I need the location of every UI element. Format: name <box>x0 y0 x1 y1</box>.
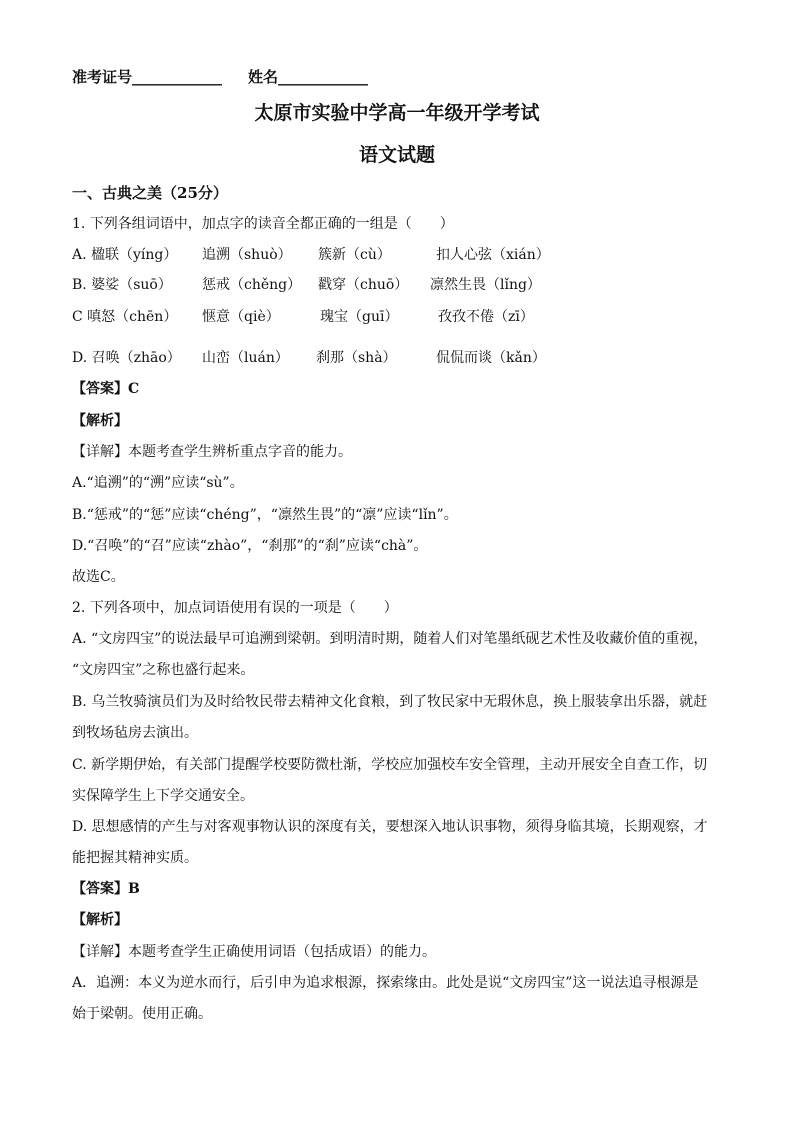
q1-analysis-label: 【解析】 <box>72 413 128 429</box>
q2-option-line: D. 思想感情的产生与对客观事物认识的深度有关，要想深入地认识事物，须得身临其境，长期观察，才 <box>72 819 708 835</box>
q1-conclusion: 故选C。 <box>72 569 125 585</box>
q1-option-a-word: 簇新（cù） <box>318 247 391 263</box>
q1-option-d-word: 山峦（luán） <box>202 350 289 366</box>
q1-option-d-word: 侃侃而谈（kǎn） <box>436 350 546 366</box>
q2-option-line: C. 新学期伊始，有关部门提醒学校要防微杜渐，学校应加强校车安全管理，主动开展安全自查工作，切 <box>72 757 708 773</box>
q2-option-line: 到牧场毡房去演出。 <box>72 725 198 741</box>
q2-option-line: “文房四宝”之称也盛行起来。 <box>72 662 255 678</box>
q1-answer: 【答案】C <box>72 381 140 397</box>
q1-option-b-word: 惩戒（chěng） <box>202 277 302 293</box>
q1-explain-line: D.“召唤”的“召”应读“zhào”，“刹那”的“刹”应读“chà”。 <box>72 538 428 554</box>
q1-option-c-word: 惬意（qiè） <box>202 309 280 325</box>
q2-option-line: 实保障学生上下学交通安全。 <box>72 788 254 804</box>
q2-detail: 【详解】本题考查学生正确使用词语（包括成语）的能力。 <box>72 944 436 960</box>
q1-explain-line: B.“惩戒”的“惩”应读“chéng”，“凛然生畏”的“凛”应读“lǐn”。 <box>72 507 458 523</box>
q1-option-a-word: 扣人心弦（xián） <box>436 247 550 263</box>
q1-option-d-word: 刹那（shà） <box>316 350 397 366</box>
q2-explain-line: 始于梁朝。使用正确。 <box>72 1006 212 1022</box>
q1-explain-line: A.“追溯”的“溯”应读“sù”。 <box>72 475 244 491</box>
q1-option-c-word: 孜孜不倦（zī） <box>438 309 534 325</box>
page-subtitle: 语文试题 <box>358 144 435 166</box>
q1-option-b-word: 凛然生畏（lǐng） <box>430 277 541 293</box>
name-label: 姓名____________ <box>248 68 369 86</box>
q2-answer: 【答案】B <box>72 881 140 897</box>
q1-option-a: A. 楹联（yíng） <box>72 247 178 263</box>
q1-option-b: B. 婆娑（suō） <box>72 277 172 293</box>
question-1-stem: 1. 下列各组词语中，加点字的读音全都正确的一组是（ ） <box>72 216 454 232</box>
q2-option-line: A. “文房四宝”的说法最早可追溯到梁朝。到明清时期，随着人们对笔墨纸砚艺术性及收藏价值的重视， <box>72 631 708 647</box>
q1-option-b-word: 戳穿（chuō） <box>318 277 409 293</box>
q1-option-d: D. 召唤（zhāo） <box>72 350 181 366</box>
q2-analysis-label: 【解析】 <box>72 912 128 928</box>
q1-option-c: C 嗔怒（chēn） <box>72 309 178 325</box>
exam-id-label: 准考证号____________ <box>72 68 223 86</box>
question-2-stem: 2. 下列各项中，加点词语使用有误的一项是（ ） <box>72 600 398 616</box>
q2-option-line: 能把握其精神实质。 <box>72 850 198 866</box>
q1-option-c-word: 瑰宝（guī） <box>320 309 399 325</box>
section-heading: 一、古典之美（25分） <box>72 184 228 202</box>
q1-option-a-word: 追溯（shuò） <box>202 247 292 263</box>
q1-detail: 【详解】本题考查学生辨析重点字音的能力。 <box>72 444 352 460</box>
page-title: 太原市实验中学高一年级开学考试 <box>254 102 540 124</box>
q2-explain-line: A．追溯：本义为逆水而行，后引申为追求根源，探索缘由。此处是说“文房四宝”这一说法追寻根源是 <box>72 975 699 991</box>
q2-option-line: B. 乌兰牧骑演员们为及时给牧民带去精神文化食粮，到了牧民家中无瑕休息，换上服装拿出乐器，就赶 <box>72 694 708 710</box>
